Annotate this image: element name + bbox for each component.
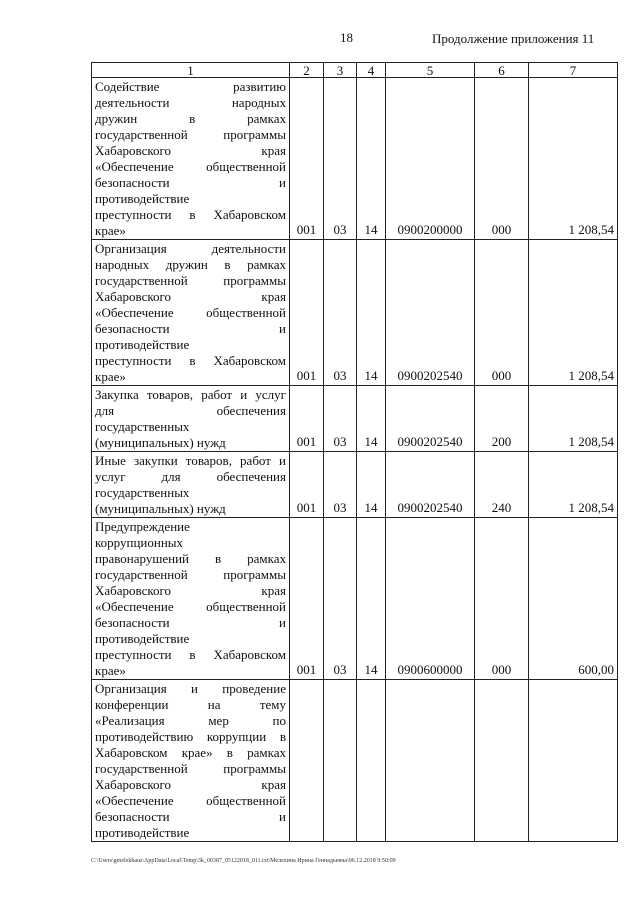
description-line: противодействие xyxy=(95,631,190,646)
description-line: услуг для обеспечения xyxy=(95,469,286,484)
description-line: (муниципальных) нужд xyxy=(95,435,226,450)
description-line: безопасности и xyxy=(95,615,286,630)
cell-c5: 0900202540 xyxy=(386,386,475,452)
description-line: государственной программы xyxy=(95,761,286,776)
column-header: 2 xyxy=(290,63,324,78)
cell-c3: 03 xyxy=(324,240,357,386)
row-description xyxy=(92,680,290,842)
cell-c7: 1 208,54 xyxy=(529,386,618,452)
description-line: дружин в рамках xyxy=(95,111,286,126)
description-line: «Обеспечение общественной xyxy=(95,159,286,174)
cell-c6: 000 xyxy=(475,518,529,680)
description-line: государственной программы xyxy=(95,127,286,142)
description-line: для обеспечения xyxy=(95,403,286,418)
description-line: «Реализация мер по xyxy=(95,713,286,728)
cell-c6: 000 xyxy=(475,240,529,386)
table-row xyxy=(92,680,618,842)
description-line: преступности в Хабаровском xyxy=(95,207,286,222)
budget-table xyxy=(91,62,618,842)
page-number: 18 xyxy=(340,30,353,45)
description-line: крае» xyxy=(95,369,126,384)
cell-c7: 600,00 xyxy=(529,518,618,680)
description-line: Иные закупки товаров, работ и xyxy=(95,453,286,468)
description-line: противодействию коррупции в xyxy=(95,729,286,744)
description-line: противодействие xyxy=(95,825,190,840)
description-line: Хабаровском крае» в рамках xyxy=(95,745,286,760)
table-row xyxy=(92,518,618,680)
cell-c7 xyxy=(529,680,618,842)
description-line: деятельности народных xyxy=(95,95,286,110)
description-line: Хабаровского края xyxy=(95,777,286,792)
cell-c5: 0900200000 xyxy=(386,78,475,240)
cell-c2: 001 xyxy=(290,78,324,240)
table-header-row xyxy=(92,63,618,78)
description-line: безопасности и xyxy=(95,321,286,336)
description-line: крае» xyxy=(95,223,126,238)
description-line: государственных xyxy=(95,419,190,434)
cell-c7: 1 208,54 xyxy=(529,452,618,518)
cell-c4: 14 xyxy=(357,386,386,452)
description-line: государственной программы xyxy=(95,567,286,582)
description-line: конференции на тему xyxy=(95,697,286,712)
column-header: 1 xyxy=(92,63,290,78)
description-line: Хабаровского края xyxy=(95,143,286,158)
table-row xyxy=(92,78,618,240)
cell-c3: 03 xyxy=(324,452,357,518)
cell-c5: 0900600000 xyxy=(386,518,475,680)
column-header: 4 xyxy=(357,63,386,78)
cell-c4 xyxy=(357,680,386,842)
cell-c2: 001 xyxy=(290,386,324,452)
cell-c6: 000 xyxy=(475,78,529,240)
description-line: противодействие xyxy=(95,337,190,352)
row-description xyxy=(92,452,290,518)
cell-c5 xyxy=(386,680,475,842)
column-header: 6 xyxy=(475,63,529,78)
cell-c4: 14 xyxy=(357,452,386,518)
description-line: государственных xyxy=(95,485,190,500)
row-description xyxy=(92,386,290,452)
description-line: правонарушений в рамках xyxy=(95,551,286,566)
table-row xyxy=(92,452,618,518)
description-line: Содействие развитию xyxy=(95,79,286,94)
cell-c6 xyxy=(475,680,529,842)
cell-c2: 001 xyxy=(290,452,324,518)
description-line: Организация деятельности xyxy=(95,241,286,256)
description-line: безопасности и xyxy=(95,175,286,190)
description-line: «Обеспечение общественной xyxy=(95,599,286,614)
description-line: Организация и проведение xyxy=(95,681,286,696)
description-line: Закупка товаров, работ и услуг xyxy=(95,387,286,402)
cell-c4: 14 xyxy=(357,518,386,680)
cell-c3: 03 xyxy=(324,78,357,240)
column-header: 3 xyxy=(324,63,357,78)
description-line: Предупреждение xyxy=(95,519,190,534)
table-body xyxy=(92,63,618,842)
column-header: 5 xyxy=(386,63,475,78)
cell-c7: 1 208,54 xyxy=(529,240,618,386)
cell-c3: 03 xyxy=(324,518,357,680)
description-line: Хабаровского края xyxy=(95,583,286,598)
row-description xyxy=(92,518,290,680)
file-path-footer: C:\Users\gmelekhaus\AppData\Local\Temp\3k_00387_05122018_011.txt\Мелехина Ирина Геннадьевна\06.12.2018 9:50:09 xyxy=(91,858,396,864)
cell-c3: 03 xyxy=(324,386,357,452)
description-line: безопасности и xyxy=(95,809,286,824)
row-description xyxy=(92,78,290,240)
description-line: коррупционных xyxy=(95,535,184,550)
description-line: преступности в Хабаровском xyxy=(95,647,286,662)
description-line: противодействие xyxy=(95,191,190,206)
cell-c6: 200 xyxy=(475,386,529,452)
cell-c5: 0900202540 xyxy=(386,240,475,386)
description-line: Хабаровского края xyxy=(95,289,286,304)
cell-c3 xyxy=(324,680,357,842)
column-header: 7 xyxy=(529,63,618,78)
description-line: (муниципальных) нужд xyxy=(95,501,226,516)
cell-c4: 14 xyxy=(357,78,386,240)
table-row xyxy=(92,240,618,386)
description-line: преступности в Хабаровском xyxy=(95,353,286,368)
cell-c4: 14 xyxy=(357,240,386,386)
cell-c2: 001 xyxy=(290,240,324,386)
cell-c5: 0900202540 xyxy=(386,452,475,518)
description-line: народных дружин в рамках xyxy=(95,257,286,272)
description-line: государственной программы xyxy=(95,273,286,288)
description-line: «Обеспечение общественной xyxy=(95,305,286,320)
description-line: «Обеспечение общественной xyxy=(95,793,286,808)
cell-c2 xyxy=(290,680,324,842)
cell-c6: 240 xyxy=(475,452,529,518)
table-row xyxy=(92,386,618,452)
cell-c2: 001 xyxy=(290,518,324,680)
continuation-label: Продолжение приложения 11 xyxy=(432,31,595,46)
description-line: крае» xyxy=(95,663,126,678)
row-description xyxy=(92,240,290,386)
cell-c7: 1 208,54 xyxy=(529,78,618,240)
